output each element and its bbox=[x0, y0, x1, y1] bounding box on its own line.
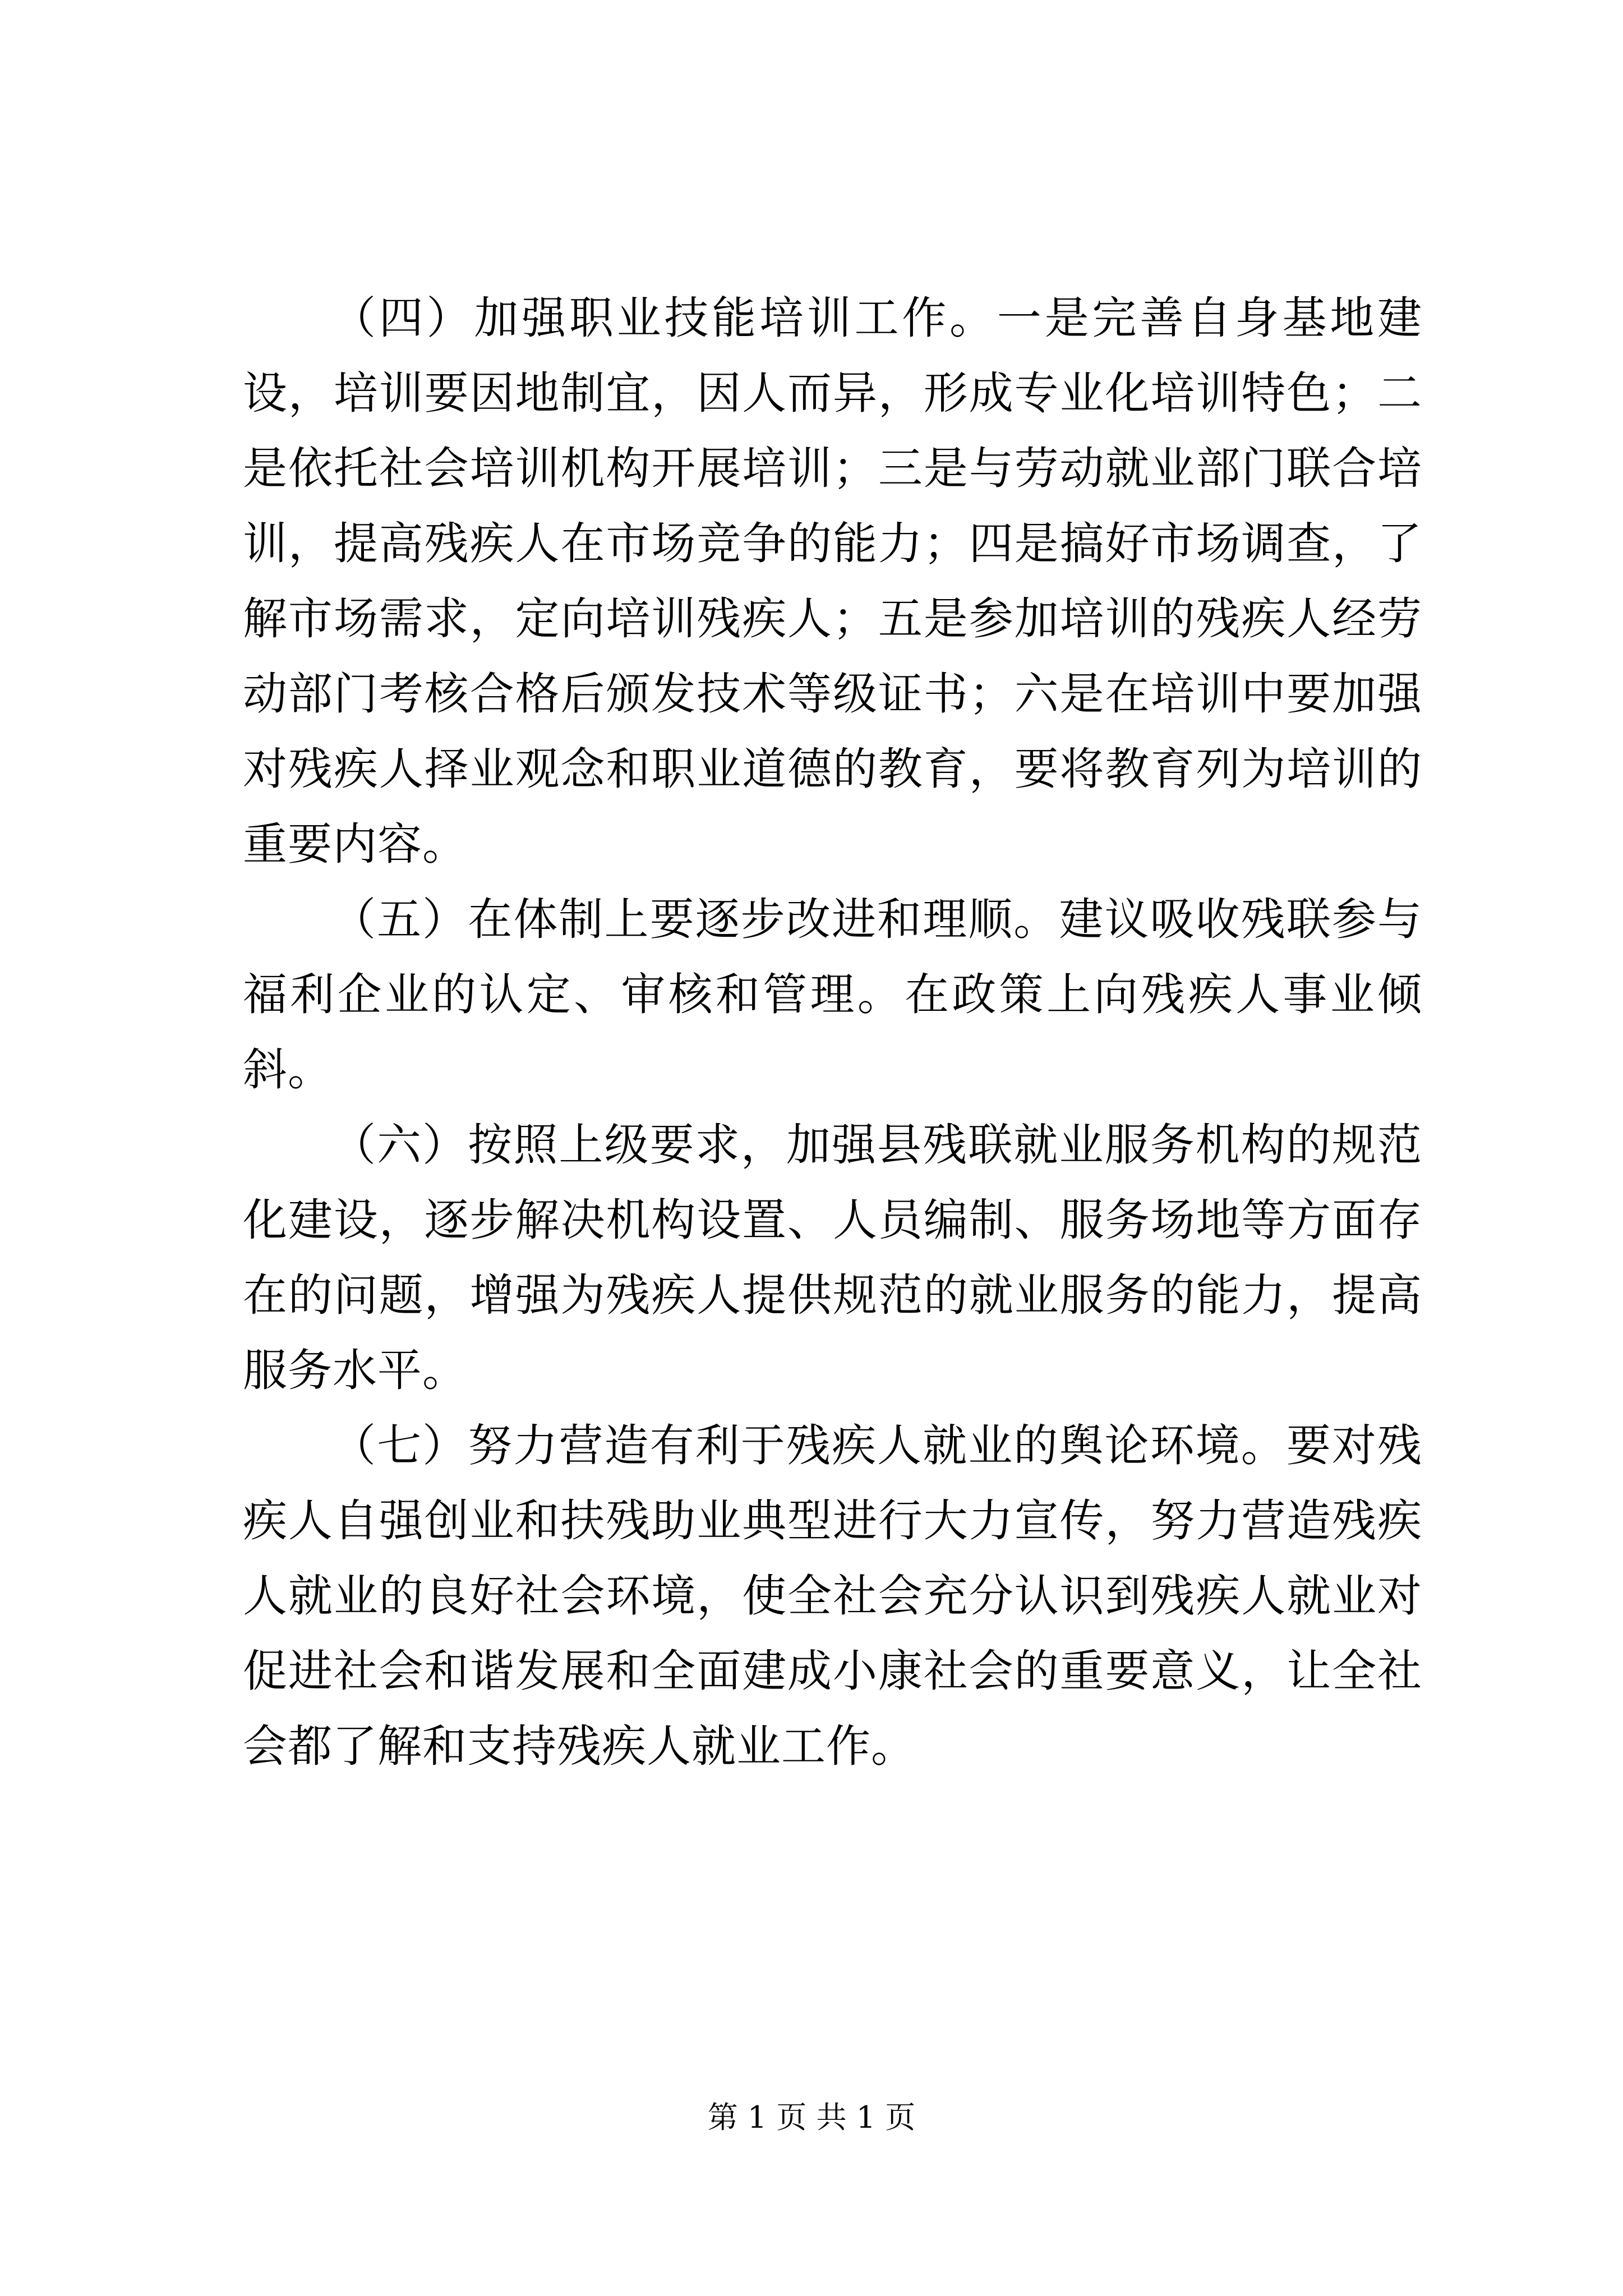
paragraph-system-reform: （五）在体制上要逐步改进和理顺。建议吸收残联参与福利企业的认定、审核和管理。在政策上向残疾人事业倾斜。 bbox=[243, 894, 1422, 1096]
paragraph-service-agency: （六）按照上级要求，加强县残联就业服务机构的规范化建设，逐步解决机构设置、人员编制、服务场地等方面存在的问题，增强为残疾人提供规范的就业服务的能力，提高服务水平。 bbox=[243, 1119, 1422, 1396]
document-body bbox=[243, 280, 1422, 1784]
paragraph-public-opinion: （七）努力营造有利于残疾人就业的舆论环境。要对残疾人自强创业和扶残助业典型进行大力宣传，努力营造残疾人就业的良好社会环境，使全社会充分认识到残疾人就业对促进社会和谐发展和全面建成小康社会的重要意义，让全社会都了解和支持残疾人就业工作。 bbox=[243, 1420, 1422, 1772]
page-footer: 第 1 页 共 1 页 bbox=[707, 2100, 916, 2135]
paragraph-training: （四）加强职业技能培训工作。一是完善自身基地建设，培训要因地制宜，因人而异，形成专业化培训特色；二是依托社会培训机构开展培训；三是与劳动就业部门联合培训，提高残疾人在市场竞争的能力；四是搞好市场调查，了解市场需求，定向培训残疾人；五是参加培训的残疾人经劳动部门考核合格后颁发技术等级证书；六是在培训中要加强对残疾人择业观念和职业道德的教育，要将教育列为培训的重要内容。 bbox=[243, 292, 1422, 870]
